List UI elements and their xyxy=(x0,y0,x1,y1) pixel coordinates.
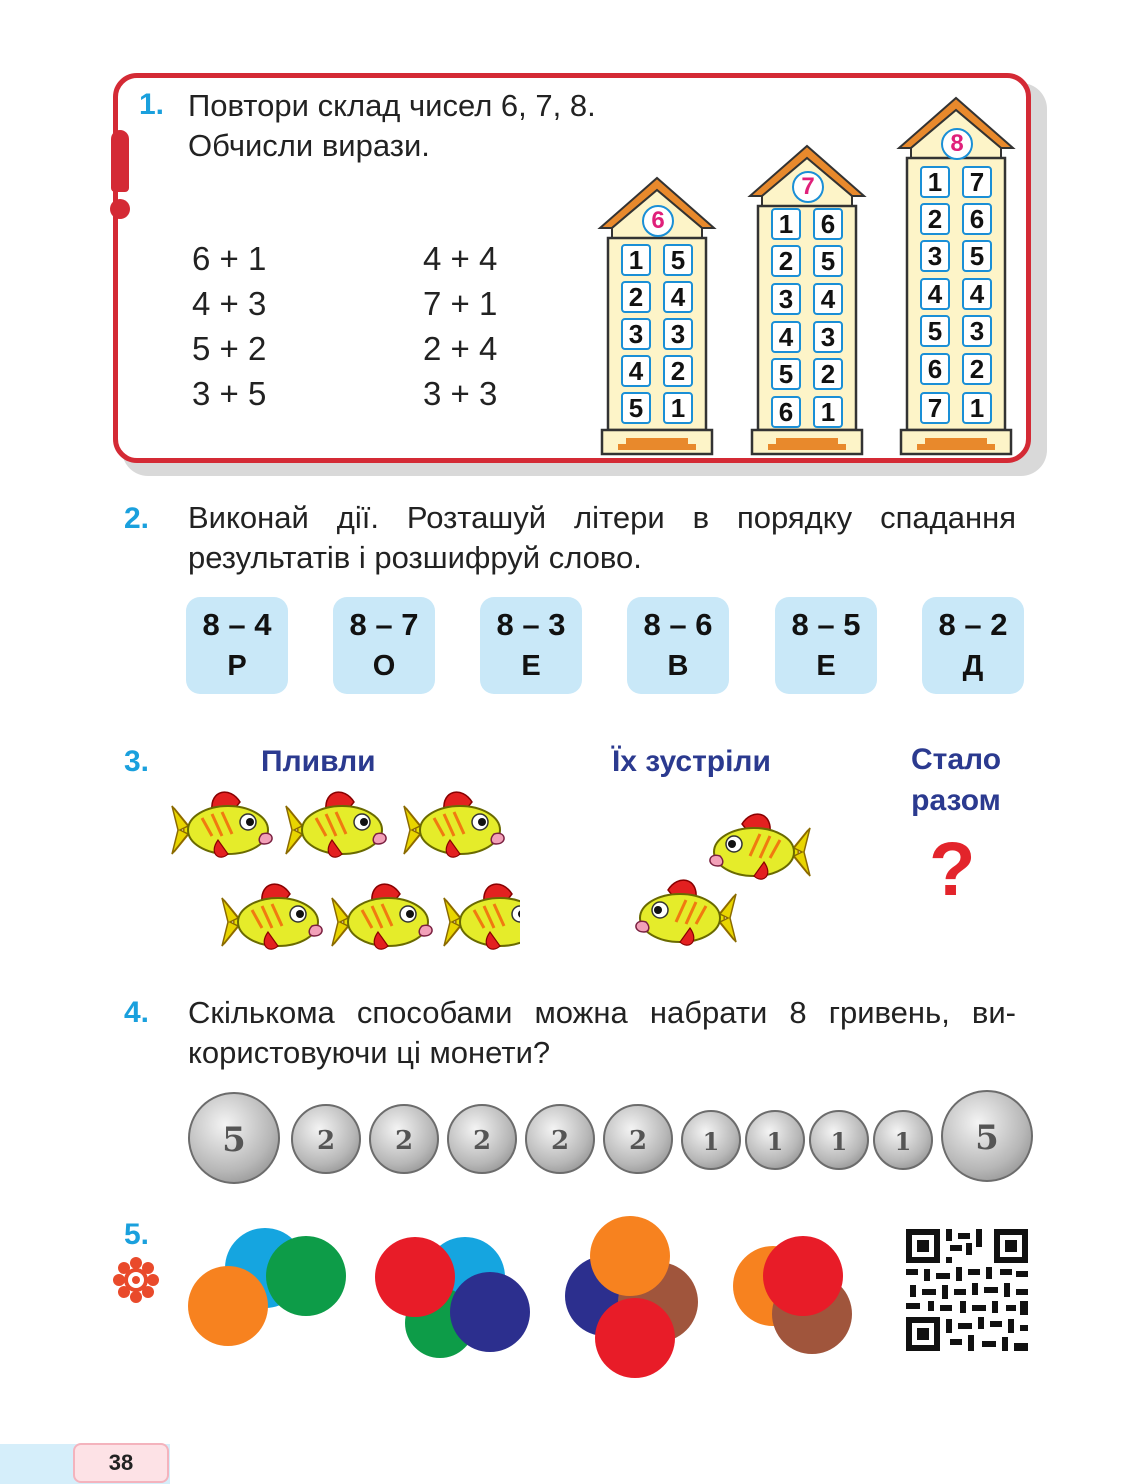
fish-icon xyxy=(404,792,504,857)
house-cell: 1 xyxy=(920,166,950,198)
card-letter: Е xyxy=(521,650,541,682)
house-cell: 4 xyxy=(621,355,651,387)
task2-card xyxy=(775,597,877,694)
number-house-6 xyxy=(596,176,718,456)
house-cell: 1 xyxy=(813,396,843,428)
house-cell: 2 xyxy=(663,355,693,387)
house-cell: 1 xyxy=(621,244,651,276)
house-cell: 6 xyxy=(771,396,801,428)
coin-2-hryvnia: 2 xyxy=(603,1104,673,1174)
question-mark: ? xyxy=(929,827,976,912)
task1-instruction-line1: Повтори склад чисел 6, 7, 8. xyxy=(188,88,596,123)
task4-instruction-line1: Скількома способами можна набрати 8 гривень, ви- xyxy=(188,995,1016,1030)
task4-number: 4. xyxy=(124,996,150,1029)
house-cell: 1 xyxy=(771,208,801,240)
circle-red xyxy=(763,1236,843,1316)
house-7-badge: 7 xyxy=(792,171,824,203)
house-cell: 2 xyxy=(771,245,801,277)
card-letter: О xyxy=(372,650,396,682)
house-cell: 5 xyxy=(920,315,950,347)
house-cell: 3 xyxy=(621,318,651,350)
card-expression: 8 – 2 xyxy=(938,607,1008,642)
task1-expressions-col1 xyxy=(192,236,266,416)
house-cell: 3 xyxy=(920,240,950,272)
coin-2-hryvnia: 2 xyxy=(447,1104,517,1174)
card-letter: В xyxy=(667,650,689,682)
task2-card xyxy=(480,597,582,694)
circle-orange xyxy=(590,1216,670,1296)
card-expression: 8 – 6 xyxy=(643,607,713,642)
task1-number: 1. xyxy=(139,88,165,121)
house-cell: 3 xyxy=(771,283,801,315)
house-cell: 5 xyxy=(663,244,693,276)
expression: 2 + 4 xyxy=(423,330,498,367)
house-cell: 7 xyxy=(962,166,992,198)
coin-1-hryvnia: 1 xyxy=(745,1110,805,1170)
expression: 6 + 1 xyxy=(192,240,267,277)
coin-1-hryvnia: 1 xyxy=(873,1110,933,1170)
fish-icon xyxy=(172,792,272,857)
house-cell: 1 xyxy=(962,392,992,424)
task2-card xyxy=(922,597,1024,694)
house-6-badge: 6 xyxy=(642,205,674,237)
circle-navy xyxy=(450,1272,530,1352)
house-cell: 1 xyxy=(663,392,693,424)
expression: 7 + 1 xyxy=(423,285,498,322)
task2-card xyxy=(627,597,729,694)
task2-instruction-line2: результатів і розшифруй слово. xyxy=(188,540,642,575)
house-cell: 4 xyxy=(813,283,843,315)
task2-card xyxy=(333,597,435,694)
house-cell: 6 xyxy=(962,203,992,235)
coin-5-hryvnia: 5 xyxy=(188,1092,280,1184)
task3-became-heading-1: Стало xyxy=(910,743,1002,776)
house-cell: 2 xyxy=(813,358,843,390)
house-cell: 3 xyxy=(663,318,693,350)
house-cell: 5 xyxy=(771,358,801,390)
task3-swam-heading: Пливли xyxy=(261,745,376,778)
task2-instruction-line1: Виконай дії. Розташуй літери в порядку спадання xyxy=(188,500,1016,535)
circle-green xyxy=(266,1236,346,1316)
card-expression: 8 – 4 xyxy=(202,607,272,642)
house-cell: 4 xyxy=(962,278,992,310)
house-cell: 6 xyxy=(813,208,843,240)
expression: 3 + 5 xyxy=(192,375,267,412)
house-8-badge: 8 xyxy=(941,128,973,160)
coin-1-hryvnia: 1 xyxy=(681,1110,741,1170)
card-letter: Р xyxy=(227,650,247,682)
number-house-7 xyxy=(746,144,868,456)
task3-became-heading-2: разом xyxy=(911,784,1001,817)
qr-code[interactable] xyxy=(906,1229,1028,1351)
expression: 5 + 2 xyxy=(192,330,267,367)
expression: 3 + 3 xyxy=(423,375,498,412)
house-cell: 6 xyxy=(920,353,950,385)
coin-2-hryvnia: 2 xyxy=(369,1104,439,1174)
task2-card xyxy=(186,597,288,694)
number-house-8 xyxy=(895,96,1017,456)
card-expression: 8 – 5 xyxy=(791,607,861,642)
house-cell: 5 xyxy=(813,245,843,277)
card-letter: Е xyxy=(816,650,836,682)
exclamation-icon xyxy=(108,130,132,222)
task3-number: 3. xyxy=(124,745,150,778)
page-number: 38 xyxy=(108,1450,134,1475)
fish-icon xyxy=(636,880,736,945)
fish-icon xyxy=(286,792,386,857)
fish-icon xyxy=(444,884,520,949)
circle-orange xyxy=(188,1266,268,1346)
task4-instruction-line2: користовуючи ці монети? xyxy=(188,1035,551,1070)
task5-number: 5. xyxy=(124,1218,150,1251)
house-cell: 2 xyxy=(920,203,950,235)
house-cell: 3 xyxy=(813,321,843,353)
house-cell: 5 xyxy=(962,240,992,272)
house-cell: 3 xyxy=(962,315,992,347)
flower-icon xyxy=(112,1256,160,1304)
house-cell: 4 xyxy=(663,281,693,313)
house-cell: 4 xyxy=(920,278,950,310)
fish-icon xyxy=(332,884,432,949)
coin-1-hryvnia: 1 xyxy=(809,1110,869,1170)
house-cell: 2 xyxy=(962,353,992,385)
task1-expressions-col2 xyxy=(423,236,497,416)
card-letter: Д xyxy=(962,650,984,682)
coin-2-hryvnia: 2 xyxy=(525,1104,595,1174)
house-cell: 5 xyxy=(621,392,651,424)
task2-number: 2. xyxy=(124,502,150,535)
house-cell: 7 xyxy=(920,392,950,424)
task3-swimming-fish-group xyxy=(160,790,520,970)
house-cell: 4 xyxy=(771,321,801,353)
house-cell: 2 xyxy=(621,281,651,313)
circle-red xyxy=(595,1298,675,1378)
coin-5-hryvnia: 5 xyxy=(941,1090,1033,1182)
task3-met-fish-group xyxy=(628,800,828,970)
coin-2-hryvnia: 2 xyxy=(291,1104,361,1174)
fish-icon xyxy=(710,814,810,879)
expression: 4 + 4 xyxy=(423,240,498,277)
card-expression: 8 – 7 xyxy=(349,607,419,642)
card-expression: 8 – 3 xyxy=(496,607,566,642)
circle-red xyxy=(375,1237,455,1317)
task1-instruction-line2: Обчисли вирази. xyxy=(188,128,430,163)
fish-icon xyxy=(222,884,322,949)
expression: 4 + 3 xyxy=(192,285,267,322)
task3-met-heading: Їх зустріли xyxy=(612,745,771,778)
